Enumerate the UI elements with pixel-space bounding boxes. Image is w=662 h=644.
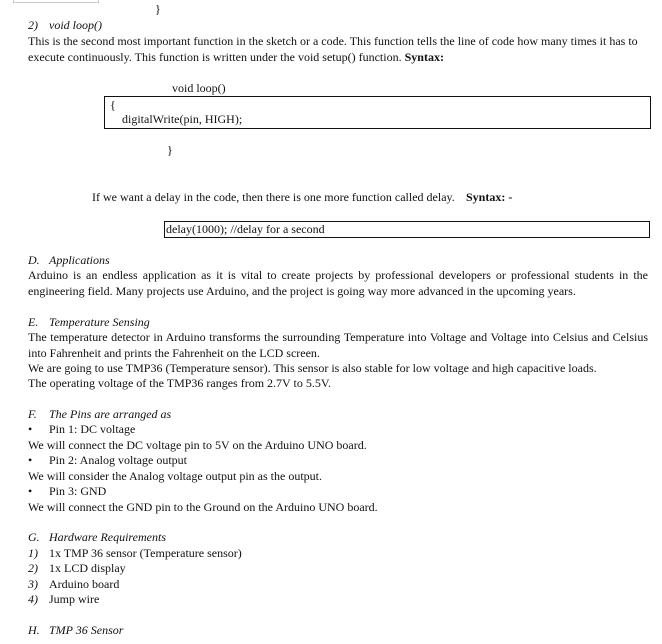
delay-code-box [164,221,650,238]
section-d-title: Applications [49,253,110,267]
section-e-paragraph-3: The operating voltage of the TMP36 ranges from 2.7V to 5.5V. [28,376,331,390]
loop-heading [28,18,102,33]
section-e-letter: E. [28,315,39,329]
loop-paragraph-text: execute continuously. This function is written under the void setup() function. [28,50,405,64]
delay-code: delay(1000); //delay for a second [166,222,325,236]
section-d-paragraph: Arduino is an endless application as it is vital to create projects by professional developers or professional students in the engineering field. Many projects use Arduino, and the project is going way more advanced in the upcoming years. [28,268,648,298]
loop-paragraph-line1: This is the second most important function in the sketch or a code. This function tells the line of code how many times it has to [28,34,638,48]
code-close-brace: } [167,143,173,157]
section-f-heading [28,407,171,422]
section-e-paragraph-1: The temperature detector in Arduino transforms the surrounding Temperature into Voltage and Voltage into Celsius and Celsius into Fahrenheit and prints the Fahrenheit on the LCD screen. [28,330,648,360]
pin-1-bullet [28,422,135,437]
pin-1-label: Pin 1: DC voltage [49,422,136,436]
code-open-brace: { [110,98,116,112]
section-e-heading [28,315,150,330]
item-number: 2) [28,561,38,575]
setup-closing-brace: } [155,2,161,16]
pin-2-bullet [28,453,187,468]
loop-paragraph-line2 [28,50,444,65]
section-e-title: Temperature Sensing [49,315,150,329]
section-f-title: The Pins are arranged as [49,407,172,421]
bullet-icon: • [28,422,33,436]
item-text: 1x TMP 36 sensor (Temperature sensor) [49,546,242,560]
pin-3-bullet [28,484,106,499]
pin-2-label: Pin 2: Analog voltage output [49,453,187,467]
pin-3-label: Pin 3: GND [49,484,107,498]
delay-syntax-label: Syntax: - [466,190,513,204]
section-g-heading [28,530,166,545]
pin-1-description: We will connect the DC voltage pin to 5V on the Arduino UNO board. [28,438,367,452]
code-header: void loop() [172,81,226,95]
item-text: Jump wire [49,592,100,606]
item-number: 3) [28,577,38,591]
bullet-icon: • [28,484,33,498]
delay-text: If we want a delay in the code, then there is one more function called delay. [92,190,455,204]
section-f-letter: F. [28,407,37,421]
section-d-heading [28,253,110,268]
loop-heading-number: 2) [28,18,38,32]
hardware-item-2 [28,561,126,576]
item-text: 1x LCD display [49,561,126,575]
loop-code-box [104,96,651,129]
item-number: 4) [28,592,38,606]
section-g-title: Hardware Requirements [49,530,166,544]
loop-heading-title: void loop() [49,18,102,32]
hardware-item-3 [28,577,119,592]
section-h-title: TMP 36 Sensor [49,623,124,637]
item-number: 1) [28,546,38,560]
code-line: digitalWrite(pin, HIGH); [122,112,243,126]
pin-3-description: We will connect the GND pin to the Ground on the Arduino UNO board. [28,500,378,514]
bullet-icon: • [28,453,33,467]
syntax-label: Syntax: [404,50,444,64]
hardware-item-1 [28,546,242,561]
item-text: Arduino board [49,577,120,591]
section-h-letter: H. [28,623,40,637]
pin-2-description: We will consider the Analog voltage output pin as the output. [28,469,322,483]
section-e-paragraph-2: We are going to use TMP36 (Temperature sensor). This sensor is also stable for low voltage and high capacitive loads. [28,361,597,375]
section-g-letter: G. [28,530,40,544]
section-h-heading [28,623,123,638]
previous-code-box-edge [13,0,99,3]
section-d-letter: D. [28,253,40,267]
hardware-item-4 [28,592,99,607]
